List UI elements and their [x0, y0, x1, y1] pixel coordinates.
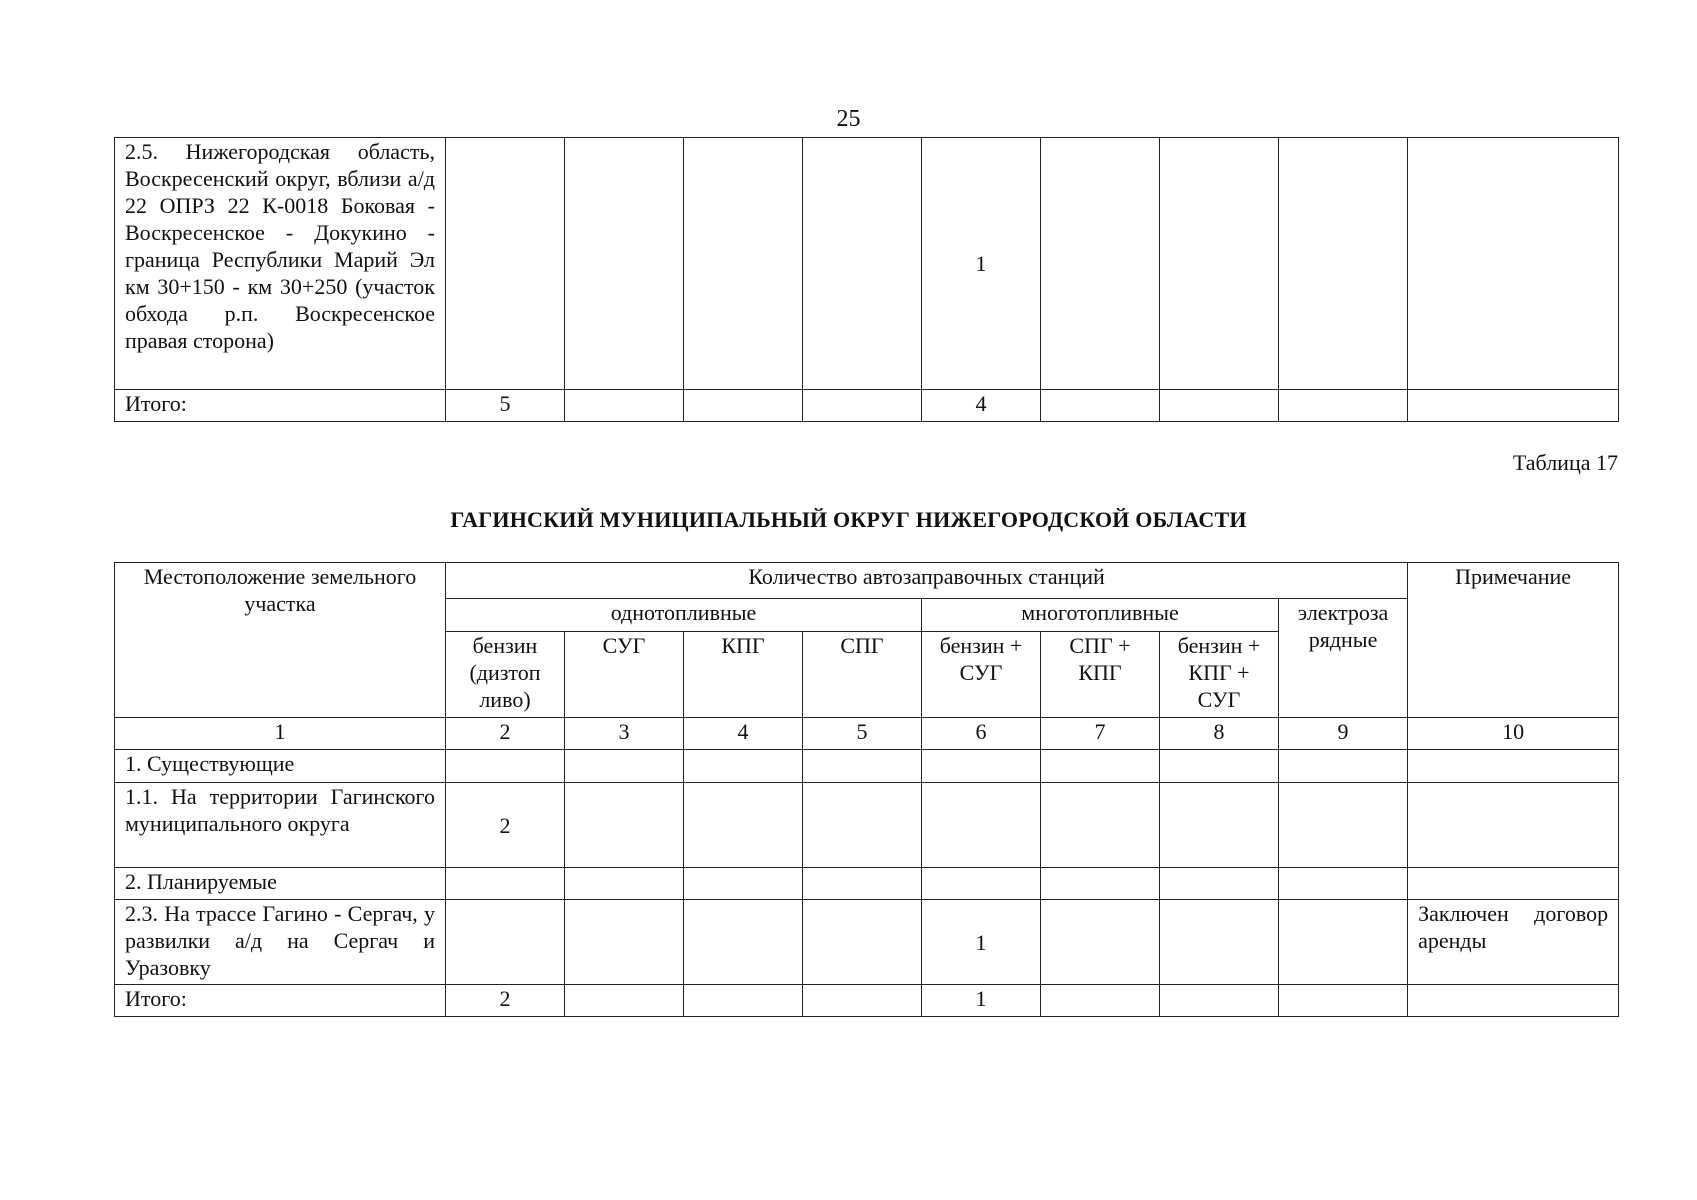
cell-col-10	[1408, 783, 1619, 868]
cell-col-7	[1041, 750, 1160, 783]
column-number: 3	[565, 718, 684, 750]
header-sug: СУГ	[565, 632, 684, 718]
column-number-row	[115, 718, 1619, 750]
location-cell: 2.3. На трассе Гагино - Сергач, у развилки а/д на Сергач и Уразовку	[115, 900, 446, 985]
cell-col-9	[1279, 783, 1408, 868]
cell-col-7	[1041, 985, 1160, 1017]
cell-col-7	[1041, 390, 1160, 422]
cell-col-10	[1408, 750, 1619, 783]
cell-col-7	[1041, 138, 1160, 390]
cell-col-5	[803, 868, 922, 900]
gas-stations-table	[114, 562, 1619, 1017]
cell-col-4	[684, 783, 803, 868]
cell-col-3	[565, 868, 684, 900]
cell-col-8	[1160, 750, 1279, 783]
cell-col-6	[922, 783, 1041, 868]
header-electric: электроза рядные	[1279, 599, 1408, 718]
cell-col-4	[684, 868, 803, 900]
header-row	[115, 563, 1619, 599]
location-cell: 2. Планируемые	[115, 868, 446, 900]
cell-col-4	[684, 138, 803, 390]
cell-col-6: 1	[922, 900, 1041, 985]
cell-col-2: 5	[446, 390, 565, 422]
cell-col-8	[1160, 900, 1279, 985]
cell-col-4	[684, 985, 803, 1017]
column-number: 1	[115, 718, 446, 750]
header-petrol-sug: бензин + СУГ	[922, 632, 1041, 718]
column-number: 2	[446, 718, 565, 750]
section-row	[115, 750, 1619, 783]
cell-col-2	[446, 868, 565, 900]
cell-col-5	[803, 985, 922, 1017]
cell-col-8	[1160, 138, 1279, 390]
section-row	[115, 868, 1619, 900]
cell-col-2	[446, 750, 565, 783]
cell-col-7	[1041, 783, 1160, 868]
cell-col-3	[565, 985, 684, 1017]
column-number: 7	[1041, 718, 1160, 750]
cell-col-10	[1408, 868, 1619, 900]
cell-col-3	[565, 900, 684, 985]
cell-col-4	[684, 900, 803, 985]
column-number: 6	[922, 718, 1041, 750]
cell-col-8	[1160, 390, 1279, 422]
cell-col-9	[1279, 985, 1408, 1017]
cell-col-10	[1408, 138, 1619, 390]
column-number: 9	[1279, 718, 1408, 750]
cell-col-10	[1408, 390, 1619, 422]
cell-col-8	[1160, 868, 1279, 900]
cell-col-8	[1160, 783, 1279, 868]
cell-col-10: Заключен договор аренды	[1408, 900, 1619, 985]
cell-col-9	[1279, 868, 1408, 900]
cell-col-5	[803, 783, 922, 868]
header-note: Примечание	[1408, 563, 1619, 718]
location-cell: Итого:	[115, 390, 446, 422]
location-cell: 1. Существующие	[115, 750, 446, 783]
cell-col-9	[1279, 750, 1408, 783]
cell-col-5	[803, 750, 922, 783]
cell-col-3	[565, 783, 684, 868]
table-row	[115, 900, 1619, 985]
header-spg-kpg: СПГ + КПГ	[1041, 632, 1160, 718]
header-count-group: Количество автозаправочных станций	[446, 563, 1408, 599]
table-row	[115, 138, 1619, 390]
cell-col-6: 4	[922, 390, 1041, 422]
cell-col-4	[684, 390, 803, 422]
header-single-fuel: однотопливные	[446, 599, 922, 632]
header-multi-fuel: многотопливные	[922, 599, 1279, 632]
header-location: Местоположение земельного участка	[115, 563, 446, 718]
cell-col-10	[1408, 985, 1619, 1017]
cell-col-8	[1160, 985, 1279, 1017]
total-row	[115, 390, 1619, 422]
cell-col-2: 2	[446, 985, 565, 1017]
cell-col-5	[803, 900, 922, 985]
column-number: 8	[1160, 718, 1279, 750]
header-spg: СПГ	[803, 632, 922, 718]
cell-col-9	[1279, 900, 1408, 985]
header-petrol-kpg-sug: бензин + КПГ + СУГ	[1160, 632, 1279, 718]
cell-col-6: 1	[922, 138, 1041, 390]
column-number: 5	[803, 718, 922, 750]
cell-col-4	[684, 750, 803, 783]
cell-col-2	[446, 900, 565, 985]
cell-col-3	[565, 138, 684, 390]
page-number: 25	[836, 106, 861, 132]
location-cell: 1.1. На территории Гагинского муниципального округа	[115, 783, 446, 868]
cell-col-3	[565, 390, 684, 422]
location-cell: 2.5. Нижегородская область, Воскресенский округ, вблизи а/д 22 ОПРЗ 22 К-0018 Боковая - Воскресенское - Докукино - граница Республики Марий Эл км 30+150 - км 30+250 (участок обхода р.п. Воскресенское правая сторона)	[115, 138, 446, 390]
table-label: Таблица 17	[1512, 450, 1618, 475]
cell-col-3	[565, 750, 684, 783]
column-number: 4	[684, 718, 803, 750]
header-kpg: КПГ	[684, 632, 803, 718]
cell-col-7	[1041, 900, 1160, 985]
table-row	[115, 783, 1619, 868]
cell-col-2: 2	[446, 783, 565, 868]
cell-col-6: 1	[922, 985, 1041, 1017]
cell-col-6	[922, 868, 1041, 900]
cell-col-5	[803, 390, 922, 422]
cell-col-5	[803, 138, 922, 390]
total-row	[115, 985, 1619, 1017]
continuation-table	[114, 137, 1619, 422]
cell-col-9	[1279, 390, 1408, 422]
table-title: ГАГИНСКИЙ МУНИЦИПАЛЬНЫЙ ОКРУГ НИЖЕГОРОДСКОЙ ОБЛАСТИ	[450, 507, 1247, 532]
cell-col-2	[446, 138, 565, 390]
cell-col-7	[1041, 868, 1160, 900]
location-cell: Итого:	[115, 985, 446, 1017]
header-petrol-diesel: бензин (дизтоп ливо)	[446, 632, 565, 718]
column-number: 10	[1408, 718, 1619, 750]
cell-col-6	[922, 750, 1041, 783]
cell-col-9	[1279, 138, 1408, 390]
